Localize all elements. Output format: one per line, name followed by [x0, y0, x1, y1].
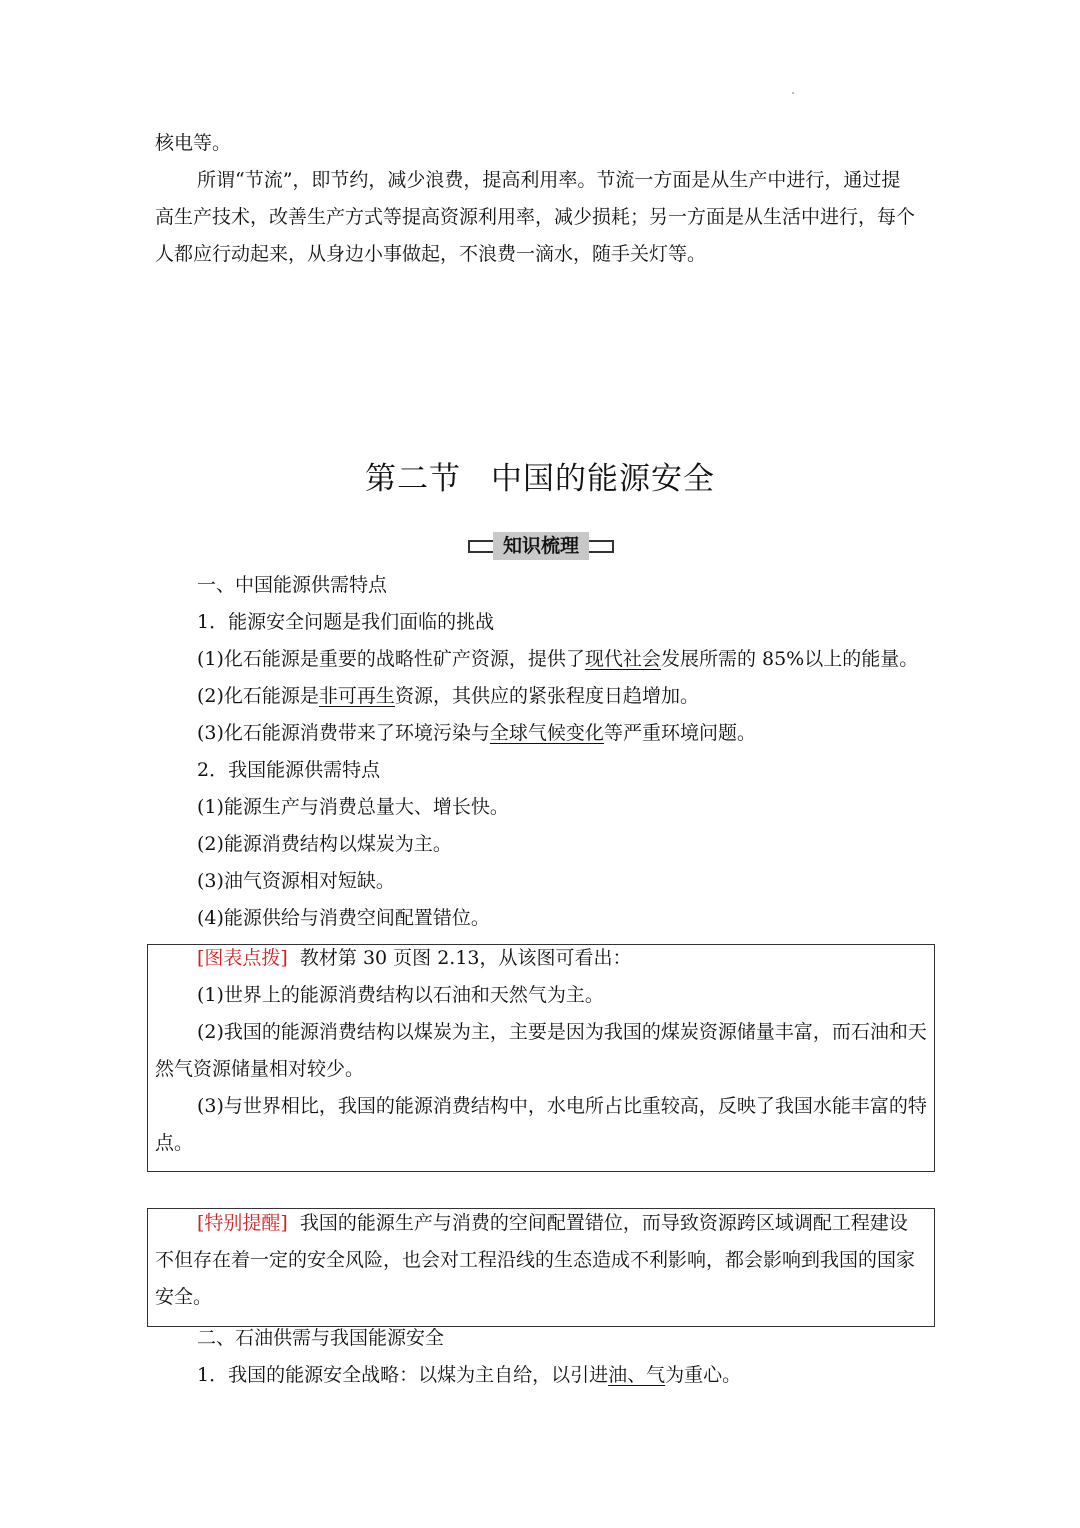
item-spatial-mismatch: (4)能源供给与消费空间配置错位。	[197, 907, 490, 929]
chart-tip-point-2-line-1: (2)我国的能源消费结构以煤炭为主，主要是因为我国的煤炭资源储量丰富，而石油和天	[197, 1021, 927, 1043]
item-coal-structure: (2)能源消费结构以煤炭为主。	[197, 833, 452, 855]
heading-oil-security: 二、石油供需与我国能源安全	[197, 1327, 445, 1349]
item-text: 资源，其供应的紧张程度日趋增加。	[394, 685, 699, 707]
chart-tip-point-2-line-2: 然气资源储量相对较少。	[155, 1058, 365, 1080]
special-reminder-line-2: 不但存在着一定的安全风险，也会对工程沿线的生态造成不利影响，都会影响到我国的国家	[155, 1249, 916, 1271]
chart-tip-point-3-line-2: 点。	[155, 1132, 194, 1154]
text-line-nuclear: 核电等。	[155, 132, 232, 154]
underlined-answer: 油、气	[608, 1364, 666, 1386]
badge-tick-left	[468, 540, 470, 553]
underlined-answer: 非可再生	[318, 685, 395, 707]
knowledge-badge	[468, 531, 614, 561]
section-name: 中国的能源安全	[491, 461, 715, 497]
item-fossil-strategic	[197, 641, 927, 678]
item-text: (3)化石能源消费带来了环境污染与	[197, 722, 490, 744]
section-number: 第二节	[365, 461, 461, 497]
paragraph-throttle-line-1: 所谓“节流”，即节约，减少浪费，提高利用率。节流一方面是从生产中进行，通过提	[197, 169, 901, 191]
item-text: (2)化石能源是	[197, 685, 319, 707]
badge-label: 知识梳理	[493, 532, 589, 560]
chart-tip-intro	[197, 940, 927, 977]
chart-tip-point-1: (1)世界上的能源消费结构以石油和天然气为主。	[197, 984, 604, 1006]
paragraph-throttle-line-2: 高生产技术，改善生产方式等提高资源利用率，减少损耗；另一方面是从生活中进行，每个	[155, 206, 916, 228]
item-text: 等严重环境问题。	[603, 722, 756, 744]
item-text: 发展所需的 85%以上的能量。	[660, 648, 919, 670]
chart-tip-point-3-line-1: (3)与世界相比，我国的能源消费结构中，水电所占比重较高，反映了我国水能丰富的特	[197, 1095, 927, 1117]
item-text: 1．我国的能源安全战略：以煤为主自给，以引进	[197, 1364, 609, 1386]
badge-tick-right	[612, 540, 614, 553]
subheading-challenge: 1．能源安全问题是我们面临的挑战	[197, 611, 495, 633]
chart-tip-tag: [图表点拨]	[197, 947, 288, 969]
subheading-china-features: 2．我国能源供需特点	[197, 759, 381, 781]
item-fossil-nonrenewable	[197, 678, 927, 715]
underlined-answer: 全球气候变化	[489, 722, 604, 744]
item-fossil-environment	[197, 715, 927, 752]
underlined-answer: 现代社会	[584, 648, 661, 670]
item-text: 为重心。	[665, 1364, 742, 1386]
paragraph-throttle-line-3: 人都应行动起来，从身边小事做起，不浪费一滴水，随手关灯等。	[155, 243, 707, 265]
special-reminder-line-3: 安全。	[155, 1286, 213, 1308]
heading-supply-demand: 一、中国能源供需特点	[197, 574, 388, 596]
section-title	[0, 456, 1080, 502]
item-security-strategy	[197, 1357, 927, 1394]
item-oil-gas-shortage: (3)油气资源相对短缺。	[197, 870, 395, 892]
item-total-growth: (1)能源生产与消费总量大、增长快。	[197, 796, 509, 818]
special-reminder-text: 我国的能源生产与消费的空间配置错位，而导致资源跨区域调配工程建设	[299, 1212, 908, 1234]
item-text: (1)化石能源是重要的战略性矿产资源，提供了	[197, 648, 585, 670]
scan-dot	[792, 92, 794, 94]
special-reminder-tag: [特别提醒]	[197, 1212, 288, 1234]
special-reminder-line-1	[197, 1205, 927, 1242]
chart-tip-intro-text: 教材第 30 页图 2.13，从该图可看出：	[299, 947, 632, 969]
